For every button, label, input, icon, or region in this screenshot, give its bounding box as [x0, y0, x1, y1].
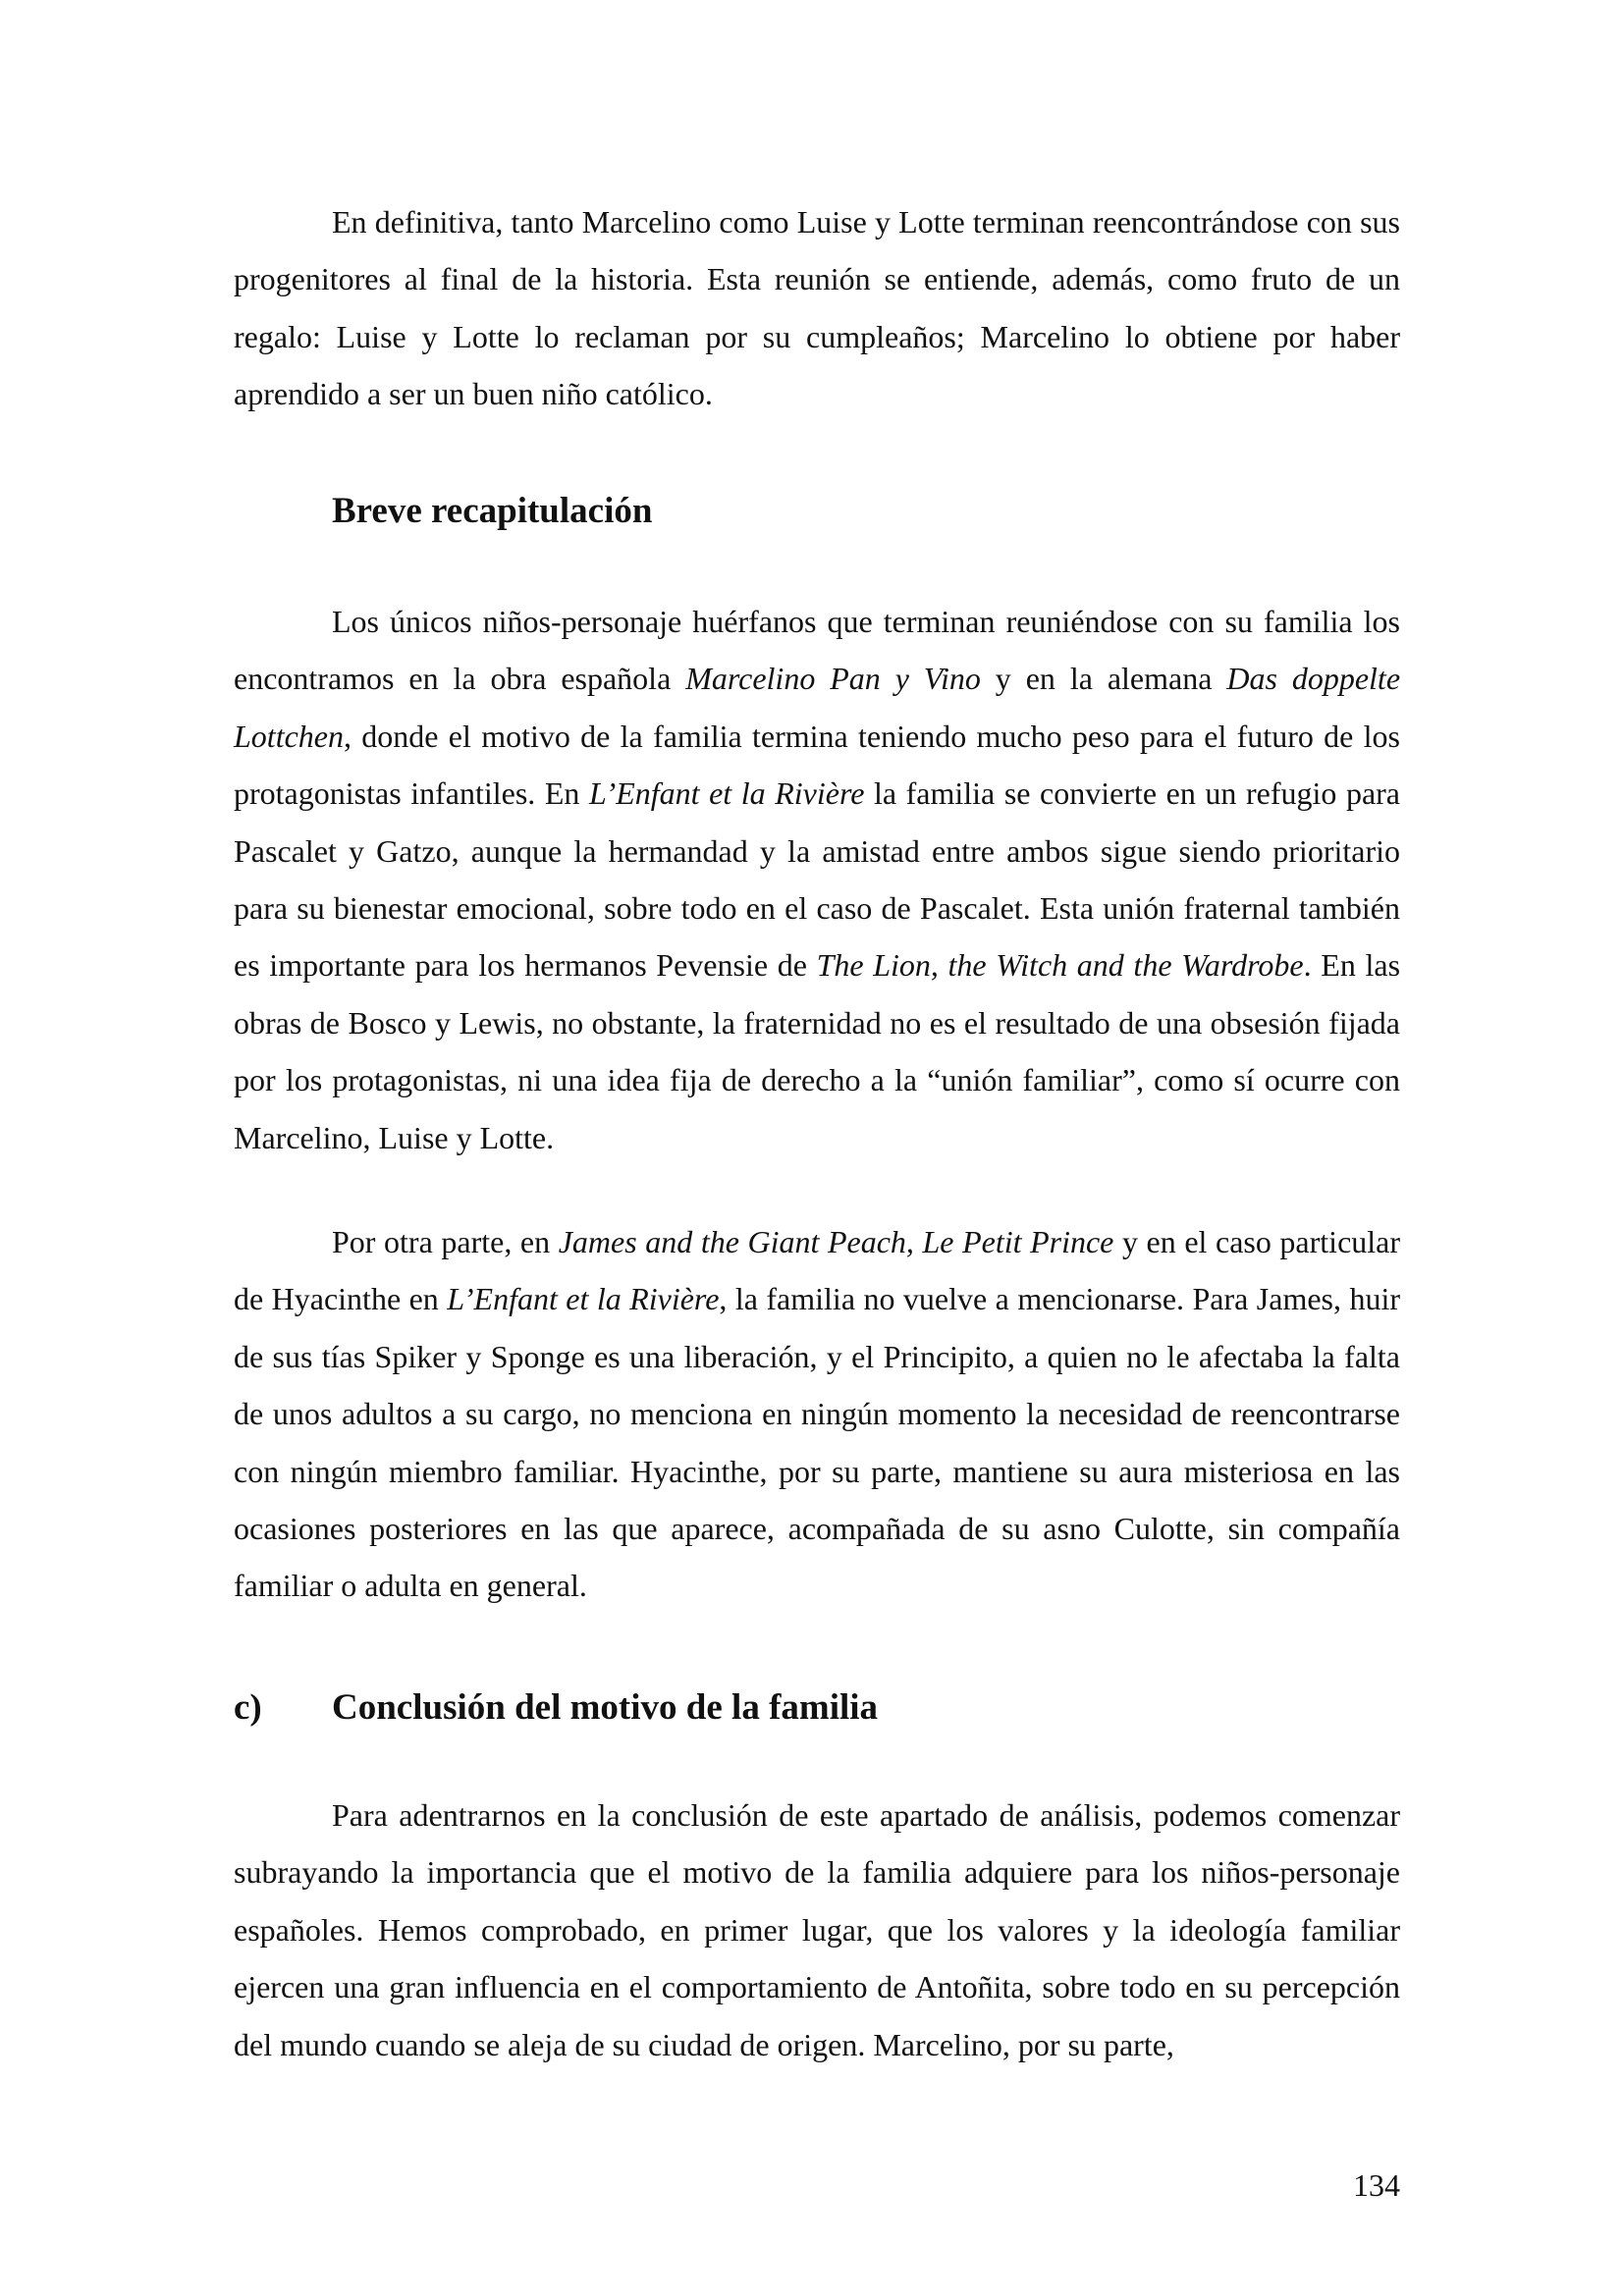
paragraph-3: [234, 1213, 1400, 1615]
paragraph-3-title-1: James and the Giant Peach, Le Petit Prince: [558, 1224, 1114, 1259]
paragraph-2-title-3: L’Enfant et la Rivière: [588, 775, 865, 812]
paragraph-2-text-5: . En las obras de Bosco y Lewis, no obstante, la fraternidad no es el resultado de una obsesión fijada por los protagonistas, ni una idea fija de derecho a la “unión familiar”, como sí ocurre con Marcelino, Luise y Lotte.: [234, 947, 1401, 1155]
paragraph-2-text-3: , donde el motivo de la familia termina teniendo mucho peso para el futuro de los protagonistas infantiles. En: [234, 718, 1400, 812]
paragraph-3-text-1: Por otra parte, en: [332, 1224, 559, 1259]
section-heading-title: Conclusión del motivo de la familia: [332, 1687, 879, 1728]
paragraph-3-text-2: y en el caso particular de Hyacinthe en: [234, 1224, 1401, 1317]
paragraph-2-title-2: Das doppelte Lottchen: [234, 661, 1401, 754]
page-number: 134: [1353, 2167, 1400, 2203]
section-heading-conclusion: [234, 1686, 878, 1730]
paragraph-3-text-3: , la familia no vuelve a mencionarse. Para James, huir de sus tías Spiker y Sponge es una liberación, y el Principito, a quien no le afectaba la falta de unos adultos a su cargo, no menciona en ningún momento la necesidad de reencontrarse con ningún miembro familiar. Hyacinthe, por su parte, mantiene su aura misteriosa en las ocasiones posteriores en las que aparece, acompañada de su asno Culotte, sin compañía familiar o adulta en general.: [234, 1281, 1401, 1604]
paragraph-1: En definitiva, tanto Marcelino como Luise y Lotte terminan reencontrándose con sus progenitores al final de la historia. Esta reunión se entiende, además, como fruto de un regalo: Luise y Lotte lo reclaman por su cumpleaños; Marcelino lo obtiene por haber aprendido a ser un buen niño católico.: [234, 204, 1400, 412]
section-heading-breve-recapitulacion: Breve recapitulación: [332, 491, 653, 531]
paragraph-2-title-1: Marcelino Pan y Vino: [685, 661, 981, 697]
paragraph-4: Para adentrarnos en la conclusión de este apartado de análisis, podemos comenzar subrayando la importancia que el motivo de la familia adquiere para los niños-personaje españoles. Hemos comprobado, en primer lugar, que los valores y la ideología familiar ejercen una gran influencia en el comportamiento de Antoñita, sobre todo en su percepción del mundo cuando se aleja de su ciudad de origen. Marcelino, por su parte,: [234, 1797, 1400, 2062]
paragraph-2-title-4: The Lion, the Witch and the Wardrobe: [816, 947, 1304, 984]
paragraph-2-text-2: y en la alemana: [980, 661, 1227, 697]
section-heading-letter: c): [234, 1687, 262, 1728]
paragraph-2-text-1: Los únicos niños-personaje huérfanos que terminan reuniéndose con su familia los encontramos en la obra española: [234, 604, 1400, 697]
paragraph-2: [234, 593, 1400, 1166]
paragraph-2-text-4: la familia se convierte en un refugio para Pascalet y Gatzo, aunque la hermandad y la amistad entre ambos sigue siendo prioritario para su bienestar emocional, sobre todo en el caso de Pascalet. Esta unión fraternal también es importante para los hermanos Pevensie de: [234, 775, 1401, 984]
paragraph-3-title-2: L’Enfant et la Rivière: [447, 1281, 720, 1317]
